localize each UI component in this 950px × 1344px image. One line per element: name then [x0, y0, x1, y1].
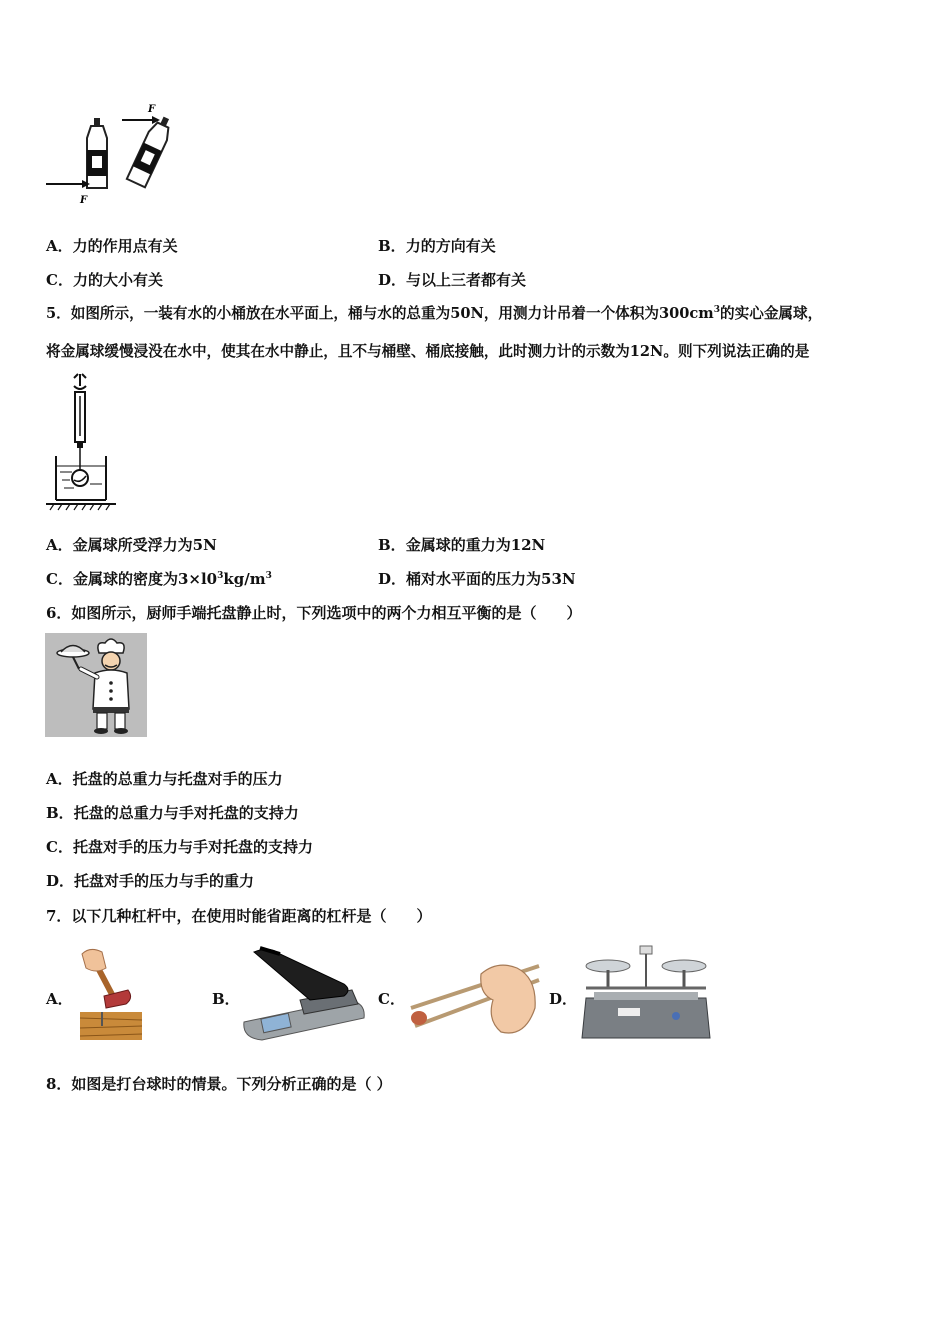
q5-option-a — [46, 535, 217, 555]
option-label: D． — [46, 872, 75, 890]
option-text-mid: kg/m — [223, 570, 266, 588]
q5-text-suffix: 的实心金属球， — [720, 305, 823, 322]
option-label: C． — [46, 838, 73, 856]
option-label: C． — [46, 271, 73, 289]
option-label: A． — [46, 536, 73, 554]
option-text: 力的大小有关 — [72, 271, 163, 289]
hammer-figure — [76, 946, 146, 1042]
option-text: 托盘对手的压力与手的重力 — [74, 872, 255, 890]
q7-question: 7．以下几种杠杆中，在使用时能省距离的杠杆是（ ） — [46, 907, 432, 925]
option-label: D． — [378, 570, 407, 588]
option-text: 桶对水平面的压力为53N — [406, 570, 576, 588]
q5-question-line2: 将金属球缓慢浸没在水中，使其在水中静止，且不与桶壁、桶底接触，此时测力计的示数为12N。则下列说法正确的是 — [46, 343, 810, 360]
q5-text-prefix: 5．如图所示，一装有水的小桶放在水平面上，桶与水的总重为50N，用测力计吊着一个体积为300cm — [46, 305, 714, 322]
balance-scale-figure — [578, 940, 714, 1044]
option-text: 金属球的密度为3×l0 — [72, 570, 218, 588]
q4-option-b — [378, 236, 496, 256]
option-text: 托盘的总重力与托盘对手的压力 — [72, 770, 283, 788]
option-text: 力的作用点有关 — [72, 237, 178, 255]
stapler-figure — [240, 944, 370, 1044]
force-label-bottom: F — [80, 195, 88, 206]
option-text: 托盘的总重力与手对托盘的支持力 — [73, 804, 299, 822]
q7-label-b: B． — [212, 990, 240, 1008]
q6-option-c — [46, 837, 313, 857]
q7-label-d: D． — [549, 990, 578, 1008]
option-label: B． — [378, 237, 406, 255]
q5-sup: 3 — [713, 305, 721, 315]
q5-option-d — [378, 569, 576, 589]
q8-question: 8．如图是打台球时的情景。下列分析正确的是（ ） — [46, 1075, 392, 1093]
q5-question-line1 — [46, 304, 822, 324]
q6-question: 6．如图所示，厨师手端托盘静止时，下列选项中的两个力相互平衡的是（ ） — [46, 604, 582, 622]
option-text: 金属球的重力为12N — [405, 536, 546, 554]
option-label: B． — [46, 804, 74, 822]
q4-option-a — [46, 236, 178, 256]
chopsticks-figure — [405, 960, 545, 1042]
option-label: C． — [46, 570, 73, 588]
q5-option-c — [46, 569, 272, 589]
q4-option-d — [378, 270, 526, 290]
option-label: A． — [46, 237, 73, 255]
q6-option-d — [46, 871, 254, 891]
q6-option-b — [46, 803, 299, 823]
bottles-figure — [44, 100, 184, 210]
option-text: 与以上三者都有关 — [406, 271, 527, 289]
spring-scale-figure — [44, 372, 118, 512]
option-text: 金属球所受浮力为5N — [72, 536, 217, 554]
q5-option-b — [378, 535, 545, 555]
chef-figure — [45, 633, 147, 737]
option-label: D． — [378, 271, 407, 289]
option-sup: 3 — [217, 571, 224, 581]
option-sup: 3 — [265, 571, 272, 581]
q7-label-a: A． — [46, 990, 73, 1008]
option-text: 托盘对手的压力与手对托盘的支持力 — [72, 838, 313, 856]
option-text: 力的方向有关 — [405, 237, 496, 255]
q4-option-c — [46, 270, 163, 290]
option-label: A． — [46, 770, 73, 788]
force-label-top: F — [148, 104, 156, 115]
q6-option-a — [46, 769, 283, 789]
option-label: B． — [378, 536, 406, 554]
q7-label-c: C． — [378, 990, 405, 1008]
